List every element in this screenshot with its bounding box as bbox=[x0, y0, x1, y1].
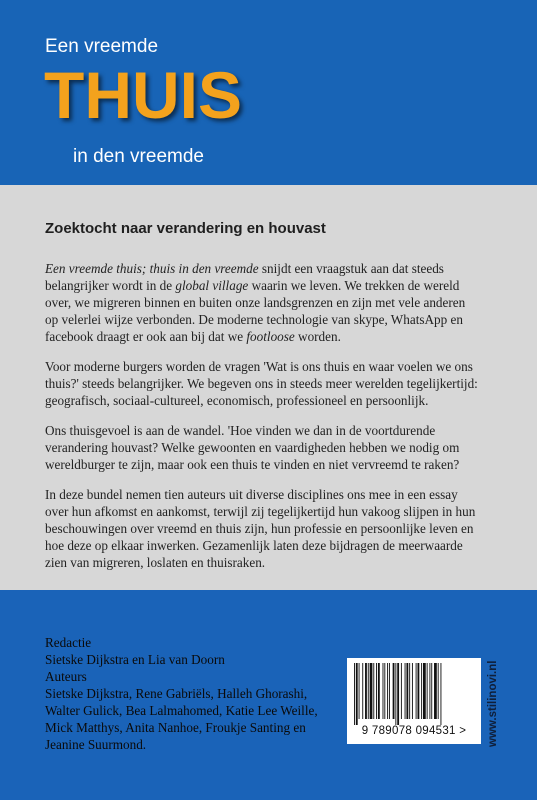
barcode bbox=[347, 658, 481, 744]
subtitle: Zoektocht naar verandering en houvast bbox=[45, 220, 326, 237]
barcode-bar bbox=[362, 663, 363, 719]
barcode-bar bbox=[401, 663, 402, 719]
line: over hun afkomst en aankomst, terwijl zij tegelijkertijd hun vakoog slijpen in hun bbox=[45, 504, 476, 519]
title-line-2: in den vreemde bbox=[73, 146, 204, 167]
barcode-bar bbox=[406, 663, 408, 719]
line: thuis?' steeds belangrijker. We begeven ons in steeds meer werelden tegelijkertijd: bbox=[45, 376, 478, 391]
barcode-bar bbox=[409, 663, 410, 719]
barcode-bar bbox=[412, 663, 413, 719]
auteurs-line: Jeanine Suurmond. bbox=[45, 737, 147, 752]
blurb-panel bbox=[0, 185, 537, 590]
barcode-bar bbox=[405, 663, 406, 719]
redactie-label: Redactie bbox=[45, 635, 92, 650]
footer-band bbox=[0, 590, 537, 800]
italic-title: Een vreemde thuis; thuis in den vreemde bbox=[45, 261, 259, 276]
line: geografisch, sociaal-cultureel, economisch, professioneel en persoonlijk. bbox=[45, 393, 429, 408]
credits bbox=[45, 634, 318, 753]
paragraph-1 bbox=[45, 260, 505, 345]
line: op velerlei wijze verbonden. De moderne technologie van skype, WhatsApp en bbox=[45, 312, 463, 327]
barcode-bar bbox=[434, 663, 437, 719]
auteurs-label: Auteurs bbox=[45, 669, 87, 684]
paragraph-2 bbox=[45, 358, 505, 409]
redactie-names: Sietske Dijkstra en Lia van Doorn bbox=[45, 652, 225, 667]
auteurs-line: Sietske Dijkstra, Rene Gabriëls, Halleh Ghorashi, bbox=[45, 686, 308, 701]
text: facebook draagt er ook aan bij dat we bbox=[45, 329, 247, 344]
auteurs-line: Walter Gulick, Bea Lalmahomed, Katie Lee Weille, bbox=[45, 703, 318, 718]
line: over, we migreren binnen en buiten onze landsgrenzen en zijn met vele anderen bbox=[45, 295, 466, 310]
barcode-bar bbox=[373, 663, 374, 719]
text: snijdt een vraagstuk aan dat steeds bbox=[258, 261, 444, 276]
barcode-bar bbox=[417, 663, 419, 719]
barcode-bar bbox=[387, 663, 388, 719]
barcode-bar bbox=[383, 663, 384, 719]
line: hoe deze op elkaar inwerken. Gezamenlijk laten deze bijdragen de meerwaarde bbox=[45, 538, 463, 553]
blurb-text bbox=[45, 260, 505, 584]
italic-term: global village bbox=[175, 278, 249, 293]
auteurs-line: Mick Matthys, Anita Nanhoe, Froukje Santing en bbox=[45, 720, 306, 735]
barcode-bar bbox=[395, 663, 396, 725]
barcode-bar bbox=[416, 663, 417, 719]
barcode-bar bbox=[397, 663, 399, 725]
text: worden. bbox=[294, 329, 341, 344]
line bbox=[45, 260, 505, 277]
barcode-bar bbox=[368, 663, 369, 719]
barcode-bar bbox=[356, 663, 358, 725]
line bbox=[45, 328, 505, 345]
barcode-bar bbox=[429, 663, 430, 719]
italic-term: footloose bbox=[246, 329, 295, 344]
barcode-bar bbox=[378, 663, 380, 719]
paragraph-3 bbox=[45, 422, 505, 473]
barcode-bar bbox=[438, 663, 439, 719]
barcode-bar bbox=[370, 663, 373, 719]
barcode-bar bbox=[423, 663, 426, 719]
isbn-number: 9 789078 094531 > bbox=[361, 725, 467, 737]
barcode-bar bbox=[431, 663, 432, 719]
barcode-bar bbox=[440, 663, 441, 725]
line: zien van migreren, loslaten en thuisraken. bbox=[45, 555, 266, 570]
header-band bbox=[0, 0, 537, 185]
line: wereldburger te zijn, maar ook een thuis te vinden en niet vervreemd te raken? bbox=[45, 457, 460, 472]
barcode-bars bbox=[354, 663, 474, 725]
barcode-bar bbox=[421, 663, 422, 719]
barcode-bar bbox=[359, 663, 360, 719]
barcode-bar bbox=[365, 663, 367, 719]
line: In deze bundel nemen tien auteurs uit diverse disciplines ons mee in een essay bbox=[45, 487, 458, 502]
website-url: www.stilinovi.nl bbox=[487, 660, 499, 747]
text: waarin we leven. We trekken de wereld bbox=[248, 278, 460, 293]
barcode-bar bbox=[389, 663, 390, 719]
line: beschouwingen over vreemd en thuis zijn, hun professie en persoonlijke leven en bbox=[45, 521, 474, 536]
paragraph-4 bbox=[45, 486, 505, 571]
line: Ons thuisgevoel is aan de wandel. 'Hoe vinden we dan in de voortdurende bbox=[45, 423, 436, 438]
text: belangrijker wordt in de bbox=[45, 278, 176, 293]
barcode-bar bbox=[427, 663, 428, 719]
line: verandering houvast? Welke gewoonten en vaardigheden hebben we nodig om bbox=[45, 440, 460, 455]
barcode-bar bbox=[354, 663, 355, 725]
barcode-bar bbox=[384, 663, 385, 719]
title-line-1: Een vreemde bbox=[45, 36, 159, 57]
line bbox=[45, 277, 505, 294]
barcode-bar bbox=[393, 663, 395, 719]
title-main: THUIS bbox=[44, 58, 242, 132]
line: Voor moderne burgers worden de vragen 'Wat is ons thuis en waar voelen we ons bbox=[45, 359, 473, 374]
barcode-bar bbox=[376, 663, 377, 719]
